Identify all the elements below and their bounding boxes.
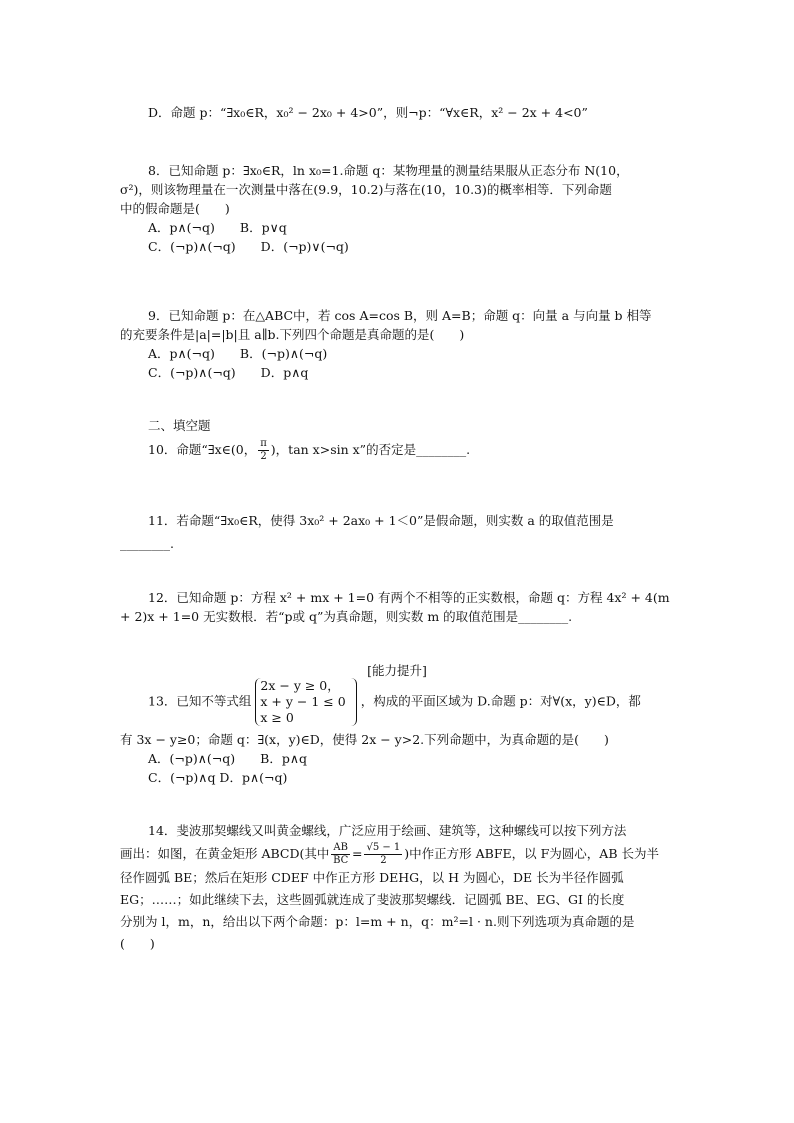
text-line: + 2)x + 1=0 无实数根．若“p或 q”为真命题，则实数 m 的取值范围是________. (120, 609, 573, 624)
text-line: EG；……；如此继续下去，这些圆弧就连成了斐波那契螺线．记圆弧 BE、EG、GI 的长度 (120, 892, 625, 907)
fraction-numerator: AB (333, 842, 348, 853)
text-line: 中的假命题是( ) (120, 201, 230, 216)
text-line: 径作圆弧 BE；然后在矩形 CDEF 中作正方形 DEHG，以 H 为圆心，DE 长为半径作圆弧 (120, 870, 624, 885)
text-line (120, 842, 680, 867)
question-10 (120, 438, 680, 463)
q13-prefix: 13．已知不等式组 (148, 693, 252, 709)
option-line: C．(¬p)∧(¬q) D．p∧q (148, 365, 309, 380)
fraction-numerator: √5 − 1 (366, 842, 401, 853)
text-line: ( ) (120, 936, 155, 951)
text-line: D．命题 p：“∃x₀∈R，x₀² − 2x₀ + 4>0”，则¬p：“∀x∈R，x² − 2x + 4<0” (148, 105, 588, 120)
inequality-row: x ≥ 0 (260, 710, 294, 725)
text-line: 有 3x − y≥0；命题 q：∃(x，y)∈D，使得 2x − y>2.下列命题中，为真命题的是( ) (120, 732, 609, 747)
text-line: 12．已知命题 p：方程 x² + mx + 1=0 有两个不相等的正实数根，命题 q：方程 4x² + 4(m (148, 590, 670, 605)
option-line: A．p∧(¬q) B．(¬p)∧(¬q) (148, 346, 328, 361)
option-line: C．(¬p)∧(¬q) D．(¬p)∨(¬q) (148, 239, 349, 254)
fraction-numerator: π (260, 438, 267, 449)
question-7-option-d (120, 103, 680, 122)
text-line: 11．若命题“∃x₀∈R，使得 3x₀² + 2ax₀ + 1＜0”是假命题，则实数 a 的取值范围是 (148, 513, 614, 528)
question-14 (120, 820, 680, 955)
inequality-system (255, 678, 345, 726)
inequality-row: x + y − 1 ≤ 0 (260, 694, 346, 709)
text-line: 14．斐波那契螺线又叫黄金螺线，广泛应用于绘画、建筑等，这种螺线可以按下列方法 (148, 823, 627, 838)
text-line: 8．已知命题 p：∃x₀∈R，ln x₀=1.命题 q：某物理量的测量结果服从正态分布 N(10， (148, 163, 629, 178)
section-ability-heading: [能力提升] (367, 663, 427, 678)
question-11 (120, 511, 680, 553)
text-line: 分别为 l，m，n，给出以下两个命题：p：l=m + n，q：m²=l · n.则下列选项为真命题的是 (120, 914, 635, 929)
option-line: A．p∧(¬q) B．p∨q (148, 220, 287, 235)
fraction-pi-over-2 (258, 438, 269, 463)
question-13 (120, 678, 680, 787)
question-8 (120, 161, 680, 256)
q10-prefix: 10．命题“∃x∈(0， (148, 442, 257, 457)
option-line: A．(¬p)∧(¬q) B．p∧q (148, 751, 307, 766)
q14-prefix: 画出：如图，在黄金矩形 ABCD(其中 (120, 846, 330, 861)
text-line: 的充要条件是|a|=|b|且 a∥b.下列四个命题是真命题的是( ) (120, 327, 465, 342)
text-line: σ²)，则该物理量在一次测量中落在(9.9，10.2)与落在(10，10.3)的概率相等．下列命题 (120, 182, 612, 197)
fraction-denominator: 2 (260, 451, 267, 462)
section-title: 二、填空题 (148, 418, 211, 433)
inequality-brace-right (350, 678, 357, 726)
question-9 (120, 306, 680, 382)
text-line (120, 438, 680, 463)
text-line: 9．已知命题 p：在△ABC中，若 cos A=cos B，则 A=B；命题 q：向量 a 与向量 b 相等 (148, 308, 652, 323)
q13-suffix: ，构成的平面区域为 D.命题 p：对∀(x，y)∈D，都 (360, 693, 641, 709)
fraction-denominator: 2 (380, 855, 387, 866)
equals-sign: = (351, 846, 363, 861)
option-line: C．(¬p)∧q D．p∧(¬q) (148, 770, 288, 785)
text-line (120, 678, 680, 730)
question-12 (120, 588, 680, 626)
section-fill-in-heading (120, 416, 680, 435)
inequality-row: 2x − y ≥ 0， (260, 678, 340, 693)
q14-suffix: )中作正方形 ABFE，以 F为圆心，AB 长为半 (404, 846, 659, 861)
fraction-golden-ratio (364, 842, 402, 867)
text-line: ________. (120, 536, 174, 551)
fraction-ab-over-bc (331, 842, 350, 867)
q10-suffix: )，tan x>sin x”的否定是________. (270, 442, 471, 457)
fraction-denominator: BC (333, 855, 349, 866)
